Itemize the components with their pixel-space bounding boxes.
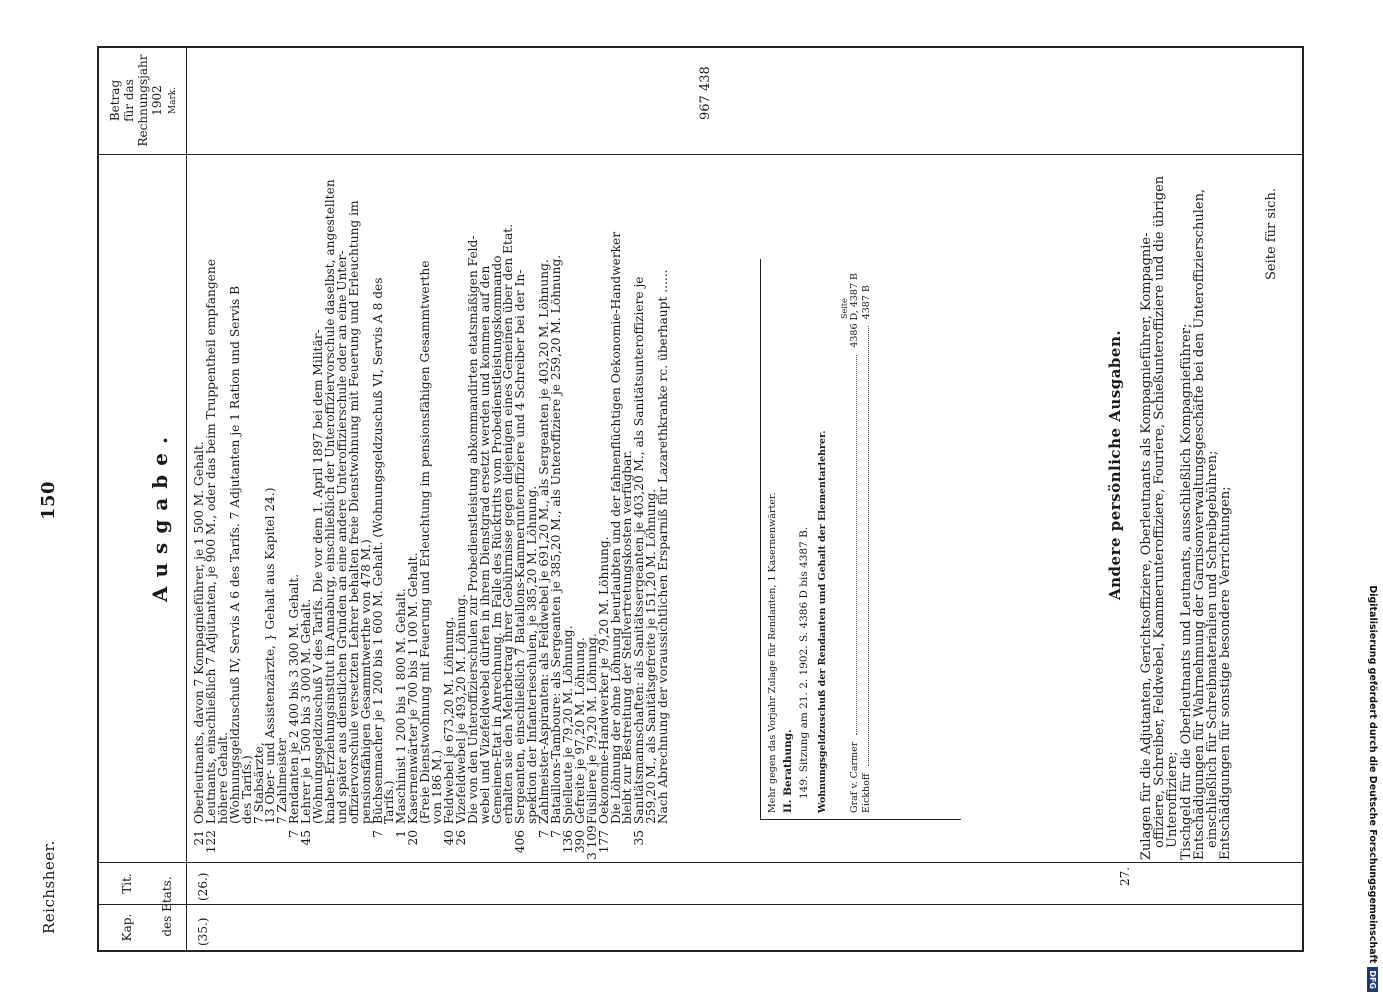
expense-line xyxy=(370,277,385,860)
line-count: 7 xyxy=(537,830,552,838)
kap-tit-divider xyxy=(97,904,1304,905)
line-text: von 186 M.) xyxy=(430,749,444,824)
line-text: Gefreite je 97,20 M. Löhnung. xyxy=(572,637,587,824)
line-count: 26 xyxy=(453,830,468,846)
speaker-name: Eickhoff xyxy=(861,773,872,813)
expense-line xyxy=(658,270,669,860)
frame-left xyxy=(97,950,1304,952)
kap-value: (35.) xyxy=(196,917,210,946)
line-text: Die Löhnung der ohne Löhnung beurlaubten und der fahnenflüchtigen Oekonomie-Handwerker xyxy=(608,231,623,824)
line-count: 45 xyxy=(299,830,314,846)
col-kap-header: Kap. xyxy=(120,913,134,942)
line-text: höhere Gehalt. xyxy=(215,732,230,824)
line-text: 7 Zahlmeister xyxy=(275,738,290,824)
line-text: (Wohnungsgeldzuschuß IV, Servis A 6 des Tarifs. 7 Adjutanten je 1 Ration und Servis B xyxy=(227,285,242,824)
line-text: Büchsenmacher je 1 200 bis 1 600 M. Gehalt. (Wohnungsgeldzuschuß VI, Servis A 8 des xyxy=(370,277,385,824)
table-top-rule xyxy=(97,46,99,952)
line-text: bleibt zur Bestreitung der Stellvertretungskosten verfügbar. xyxy=(620,450,635,824)
line-text: Kasernenwärter je 700 bis 1 100 M. Gehalt. xyxy=(406,552,421,824)
speaker-page: 4386 D, 4387 B xyxy=(849,272,860,348)
col-des-etats-header: des Etats. xyxy=(160,876,174,937)
debate-note xyxy=(760,259,961,820)
speaker-page: 4387 B xyxy=(861,285,872,320)
line-text: 7 Stabsärzte, xyxy=(251,742,266,824)
note-mehr: Mehr gegen das Vorjahr Zulage für Rendanten, 1 Kasernenwärter. xyxy=(767,492,778,813)
betrag-line: Rechnungsjahr xyxy=(136,54,150,147)
section27-line: Unteroffiziere; xyxy=(1165,751,1181,848)
page-number: 150 xyxy=(38,480,59,520)
line-text: spektion der Infanterieschulen, je 385,20 M. Löhnung. xyxy=(525,485,540,824)
line-text: Füsiliere je 79,20 M. Löhnung. xyxy=(584,633,599,824)
section27-line: Zulagen für die Adjutanten, Gerichtsoffiziere, Oberleutnants als Kompagnieführer, Kompagnie- xyxy=(1139,232,1154,860)
col-betrag-header xyxy=(108,48,180,153)
header-rule-bottom xyxy=(186,46,187,952)
betrag-line: für das xyxy=(122,79,136,122)
line-count: 7 xyxy=(287,830,302,838)
note-sitzung: 149. Sitzung am 21. 2. 1902. S. 4386 D bis 4387 B. xyxy=(798,526,810,799)
body-betrag-divider xyxy=(97,154,1304,155)
line-text: Zahlmeister-Aspiranten: als Feldwebel je 691,20 M., als Sergeanten je 403,20 M. Löhnung. xyxy=(537,259,552,824)
table-bottom-rule xyxy=(1302,46,1304,952)
line-count: 136 xyxy=(560,830,575,854)
line-count: 20 xyxy=(406,830,421,846)
line-text: offiziervorschule versetzten Lehrer behalten freie Dienstwohnung mit Feuerung und Erleuchtung im xyxy=(346,200,361,824)
line-text: Oberleutnants, davon 7 Kompagnieführer, je 1 500 M. Gehalt. xyxy=(192,441,206,824)
section27-line: einschließlich für Schreibmaterialien und Schreibgebühren; xyxy=(1205,450,1221,848)
line-text: 13 Ober- und Assistenzärzte, } Gehalt aus Kapitel 24.) xyxy=(263,487,278,824)
digitization-text: Digitalisierung gefördert durch die Deutsche Forschungsgemeinschaft xyxy=(1367,585,1379,964)
line-text: Tarifs.) xyxy=(382,780,397,824)
line-text: Die von den Unteroffizierschulen zur Probedienstleistung abkommandirten etatsmäßigen Feld- xyxy=(465,235,480,824)
note-beratung: II. Berathung. xyxy=(782,729,794,813)
tit-value: (26.) xyxy=(196,872,210,901)
line-text: (Freie Dienstwohnung mit Feuerung und Erleuchtung im pensionsfähigen Gesammtwerthe xyxy=(418,260,433,824)
dfg-logo: DFG xyxy=(1368,967,1379,992)
section27-lines xyxy=(1140,160,1232,860)
line-count: 390 xyxy=(572,830,587,854)
speaker-row xyxy=(861,285,872,813)
line-text: Oekonomie-Handwerker je 79,20 M. Löhnung. xyxy=(596,536,611,824)
section27-line: Entschädigungen für Wahrnehmung der Garnisonverwaltungsgeschäfte bei den Unteroffizierschulen, xyxy=(1191,188,1207,860)
line-count: 40 xyxy=(441,830,456,846)
line-count: 7 xyxy=(370,830,385,838)
expense-lines xyxy=(194,160,754,860)
speaker-name: Graf v. Carmer xyxy=(849,741,860,813)
line-text: Rendanten je 2 400 bis 3 300 M. Gehalt. xyxy=(287,573,302,824)
line-text: und später aus dienstlichen Gründen an eine andere Unteroffizierschule oder an eine Unter- xyxy=(334,250,349,824)
line-count: 35 xyxy=(632,830,647,846)
tit-body-divider xyxy=(97,862,1304,863)
line-count: 177 xyxy=(596,830,611,854)
line-text: des Tarifs.) xyxy=(239,755,254,824)
line-count: 406 xyxy=(513,830,528,854)
line-text: (Wohnungsgeldzuschuß V des Tarifs. Die vor dem 1. April 1897 bei dem Militär- xyxy=(311,329,325,824)
total-amount: 967 438 xyxy=(698,66,713,120)
betrag-line: Betrag xyxy=(108,79,122,122)
line-text: Bataillons-Tamboure: als Sergeanten je 385,20 M., als Unteroffiziere je 259,20 M. Löhnung. xyxy=(549,254,563,824)
digitization-note xyxy=(1365,8,1381,992)
line-text: Lehrer je 1 500 bis 3 000 M. Gehalt. xyxy=(299,598,314,824)
mark-unit: Mark. xyxy=(168,86,178,115)
line-count: 3 109 xyxy=(584,825,599,860)
section27-line: Tischgeld für die Oberleutnants und Leutnants, ausschließlich Kompagnieführer; xyxy=(1178,323,1194,860)
line-text: Spielleute je 79,20 M. Löhnung. xyxy=(560,625,575,824)
section27-number: 27. xyxy=(1118,866,1132,886)
line-text: Maschinist 1 200 bis 1 800 M. Gehalt. xyxy=(394,588,409,824)
line-text: Feldwebel je 673,20 M. Löhnung. xyxy=(441,616,456,824)
line-text: Vizefeldwebel je 493,20 M. Löhnung. xyxy=(453,593,468,824)
seite-fuer-sich: Seite für sich. xyxy=(1264,188,1279,280)
note-wohnung: Wohnungsgeldzuschuß der Rendanten und Gehalt der Elementarlehrer. xyxy=(817,430,828,813)
section27-line: Entschädigungen für sonstige besondere Verrichtungen; xyxy=(1218,486,1234,860)
line-count: 1 xyxy=(394,830,409,838)
line-text: Gemeinen-Etat in Anrechnung. Im Falle des Rücktritts vom Probedienstleistungskommando xyxy=(489,255,504,824)
line-text: 259,20 M., als Sanitätsgefreite je 151,20 M. Löhnung. xyxy=(644,488,659,824)
line-count: 122 xyxy=(203,830,218,854)
section-title: Ausgabe. xyxy=(148,428,172,602)
line-count: 7 xyxy=(549,830,563,838)
line-text: pensionsfähigen Gesammtwerthe von 478 M.) xyxy=(358,539,373,824)
section27-line: offiziere, Schreiber, Feldwebel, Kammerunteroffiziere, Fouriere, Schießunteroffiziere und die übrigen xyxy=(1152,175,1168,848)
line-text: erhalten sie den Mehrbetrag ihrer Gebührnisse gegen diejenigen eines Gemeinen über den Etat. xyxy=(501,224,516,824)
line-count: 21 xyxy=(192,830,206,846)
col-tit-header: Tit. xyxy=(120,873,134,894)
line-text: Nach Abrechnung der voraussichtlichen Ersparniß für Lazarethkranke rc. überhaupt ...... xyxy=(656,269,671,824)
note-seite-label: Seite xyxy=(840,298,849,319)
speaker-row xyxy=(849,273,860,813)
line-text: Leutnants, einschließlich 7 Adjutanten, je 900 M., oder das beim Truppentheil empfangene xyxy=(203,259,218,824)
frame-right xyxy=(97,46,1304,48)
line-text: webel und Vizefeldwebel dürfen in ihrem Dienstgrad ersetzt werden und kommen auf den xyxy=(477,265,492,824)
line-text: Sanitätsmannschaften: als Sanitätssergeanten je 403,20 M., als Sanitätsunteroffiziere je xyxy=(632,276,647,824)
line-text: Sergeanten, einschließlich 7 Bataillons-Kammerunteroffiziere und 4 Schreiber bei der In- xyxy=(513,269,528,824)
line-text: knaben-Erziehungsinstitut in Annaburg, einschließlich der Unteroffiziervorschule daselbst, angestellten xyxy=(322,179,337,824)
running-title: Reichsheer. xyxy=(40,840,58,934)
betrag-line: 1902 xyxy=(150,85,164,116)
section27-heading: Andere persönliche Ausgaben. xyxy=(1106,329,1124,600)
